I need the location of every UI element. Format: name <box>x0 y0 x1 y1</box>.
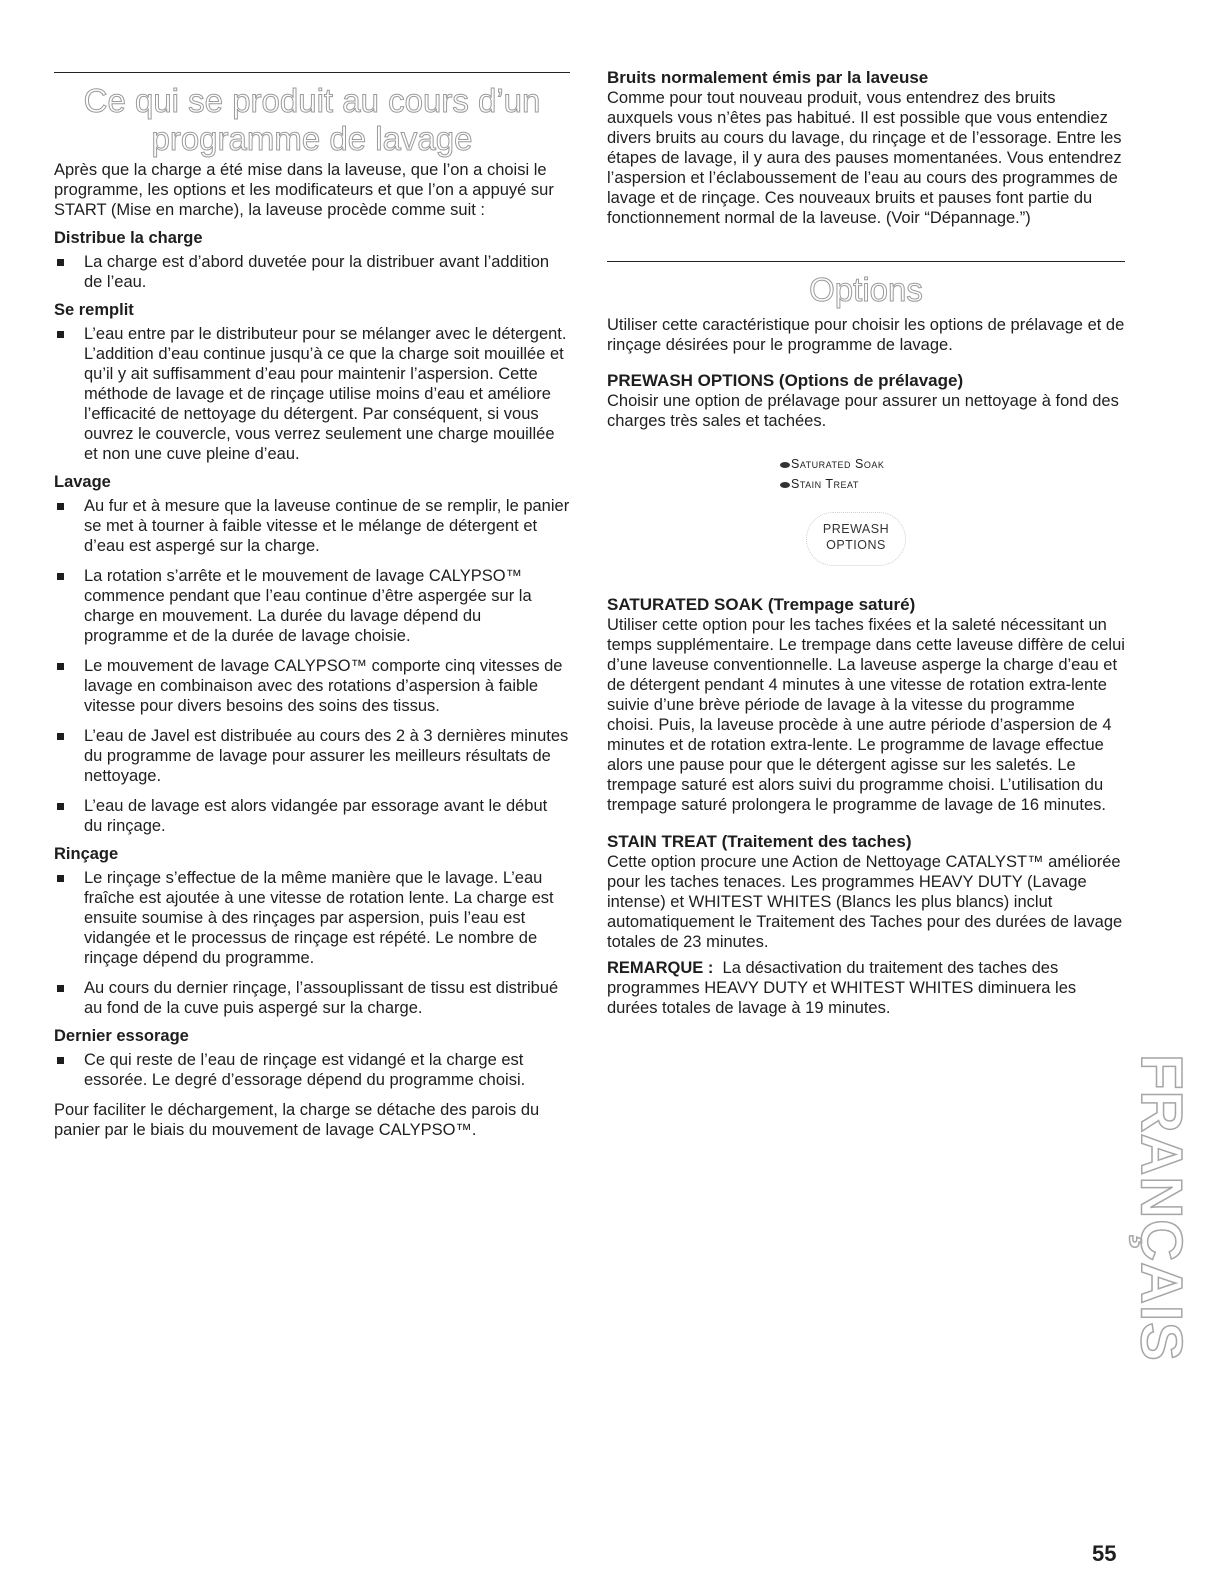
bullet-item: Au cours du dernier rinçage, l’assouplissant de tissu est distribué au fond de la cuve puis aspergé sur la charge. <box>54 978 570 1018</box>
left-column <box>54 160 570 1140</box>
saturated-soak-paragraph: Utiliser cette option pour les taches fixées et la saleté nécessitant un temps supplémentaire. Le trempage dans cette laveuse diffère de celui d’une laveuse conventionnelle. La laveuse asperge la charge d’eau et de détergent pendant 4 minutes à une vitesse de rotation extra-lente suivie d’une brève période de lavage à la vitesse du programme choisi. Puis, la laveuse procède à une autre période d’aspersion de 4 minutes et de rotation extra-lente. Le programme de lavage effectue alors une pause pour que le détergent agisse sur les saletés. Le trempage saturé est alors suivi du programme choisi. L’utilisation du trempage saturé prolongera le programme de lavage de 16 minutes. <box>607 616 1125 814</box>
bullet-item: L’eau entre par le distributeur pour se mélanger avec le détergent. L’addition d’eau continue jusqu’à ce que la charge soit mouillée et qu’il y ait suffisamment d’eau pour maintenir l’aspersion. Cette méthode de lavage et de rinçage utilise moins d’eau et améliore l’efficacité de nettoyage du détergent. Par conséquent, si vous ouvrez le couvercle, vous verrez seulement une charge mouillée et non une cuve pleine d’eau. <box>54 324 570 464</box>
bullet-item: Le mouvement de lavage CALYPSO™ comporte cinq vitesses de lavage en combinaison avec des rotations d’aspersion à faible vitesse pour divers besoins des soins des tissus. <box>54 656 570 716</box>
stain-treat-heading: STAIN TREAT (Traitement des taches) <box>607 832 912 851</box>
bullet-item: Le rinçage s’effectue de la même manière que le lavage. L’eau fraîche est ajoutée à une vitesse de rotation lente. La charge est ensuite soumise à des rinçages par aspersion, puis l’eau est vidangée et le processus de rinçage est répété. Le nombre de rinçage dépend du programme. <box>54 868 570 968</box>
step-heading: Se remplit <box>54 301 134 319</box>
note-paragraph <box>607 958 1125 1018</box>
step-bullet-list <box>54 324 570 464</box>
language-side-tab <box>1128 1054 1194 1362</box>
options-section <box>607 315 1125 431</box>
bullet-item: La charge est d’abord duvetée pour la distribuer avant l’addition de l’eau. <box>54 252 570 292</box>
note-text: La désactivation du traitement des taches des programmes HEAVY DUTY et WHITEST WHITES diminuera les durées totales de lavage à 19 minutes. <box>607 959 1077 1017</box>
bullet-item: Ce qui reste de l’eau de rinçage est vidangé et la charge est essorée. Le degré d’essorage dépend du programme choisi. <box>54 1050 570 1090</box>
prewash-panel-options <box>780 454 884 494</box>
note-label: REMARQUE : <box>607 959 714 977</box>
page-number: 55 <box>1092 1541 1117 1566</box>
options-intro: Utiliser cette caractéristique pour choisir les options de prélavage et de rinçage désirées pour le programme de lavage. <box>607 316 1125 354</box>
right-rule <box>607 261 1125 262</box>
soak-section <box>607 594 1125 1018</box>
step-heading: Lavage <box>54 473 111 491</box>
saturated-soak-heading: SATURATED SOAK (Trempage saturé) <box>607 595 916 614</box>
step-bullet-list <box>54 868 570 1018</box>
bullet-item: Au fur et à mesure que la laveuse continue de se remplir, le panier se met à tourner à faible vitesse et le mélange de détergent et d’eau est aspergé sur la charge. <box>54 496 570 556</box>
cycle-steps <box>54 228 570 1090</box>
bullet-item: L’eau de lavage est alors vidangée par essorage avant le début du rinçage. <box>54 796 570 836</box>
closing-paragraph: Pour faciliter le déchargement, la charge se détache des parois du panier par le biais du mouvement de lavage CALYPSO™. <box>54 1101 540 1139</box>
bullet-item: L’eau de Javel est distribuée au cours des 2 à 3 dernières minutes du programme de lavage pour assurer les meilleurs résultats de nettoyage. <box>54 726 570 786</box>
prewash-paragraph: Choisir une option de prélavage pour assurer un nettoyage à fond des charges très sales et tachées. <box>607 392 1119 430</box>
prewash-button-line-1: PREWASH <box>822 522 890 536</box>
prewash-options-button-illustration <box>806 512 906 566</box>
step-bullet-list <box>54 1050 570 1090</box>
bullet-item: La rotation s’arrête et le mouvement de lavage CALYPSO™ commence pendant que l’eau continue d’être aspergée sur la charge en mouvement. La durée du lavage dépend du programme et de la durée de lavage choisie. <box>54 566 570 646</box>
language-label: FRANÇAIS <box>1128 1054 1194 1362</box>
left-top-rule <box>54 72 570 73</box>
options-title: Options <box>809 271 923 308</box>
noise-section <box>607 68 1125 228</box>
step-bullet-list <box>54 252 570 292</box>
step-heading: Dernier essorage <box>54 1027 189 1045</box>
intro-paragraph: Après que la charge a été mise dans la laveuse, que l’on a choisi le programme, les options et les modificateurs et que l’on a appuyé sur START (Mise en marche), la laveuse procède comme suit : <box>54 161 554 219</box>
prewash-button-line-2: OPTIONS <box>826 538 886 552</box>
indicator-light-icon <box>780 482 790 488</box>
title-line-2: programme de lavage <box>151 120 473 157</box>
stain-treat-paragraph: Cette option procure une Action de Nettoyage CATALYST™ améliorée pour les taches tenaces. Les programmes HEAVY DUTY (Lavage intense) et WHITEST WHITES (Blancs les plus blancs) inclut automatiquement le Traitement des Taches pour des durées de lavage totales de 23 minutes. <box>607 853 1123 951</box>
step-bullet-list <box>54 496 570 836</box>
panel-item-stain-treat: Stain Treat <box>780 474 884 494</box>
section-title-wash-cycle <box>54 82 570 158</box>
noise-heading: Bruits normalement émis par la laveuse <box>607 68 929 87</box>
indicator-light-icon <box>780 462 790 468</box>
title-line-1: Ce qui se produit au cours d’un <box>83 82 541 119</box>
prewash-heading: PREWASH OPTIONS (Options de prélavage) <box>607 371 964 390</box>
panel-item-saturated-soak: Saturated Soak <box>780 454 884 474</box>
noise-paragraph: Comme pour tout nouveau produit, vous entendrez des bruits auxquels vous n’êtes pas habitué. Il est possible que vous entendiez divers bruits au cours du lavage, du rinçage et de l’essorage. Entre les étapes de lavage, il y aura des pauses momentanées. Vous entendrez l’aspersion et l’éclaboussement de l’eau au cours des programmes de lavage et de rinçage. Ces nouveaux bruits et pauses font partie du fonctionnement normal de la laveuse. (Voir “Dépannage.”) <box>607 89 1122 227</box>
step-heading: Rinçage <box>54 845 119 863</box>
step-heading: Distribue la charge <box>54 229 203 247</box>
